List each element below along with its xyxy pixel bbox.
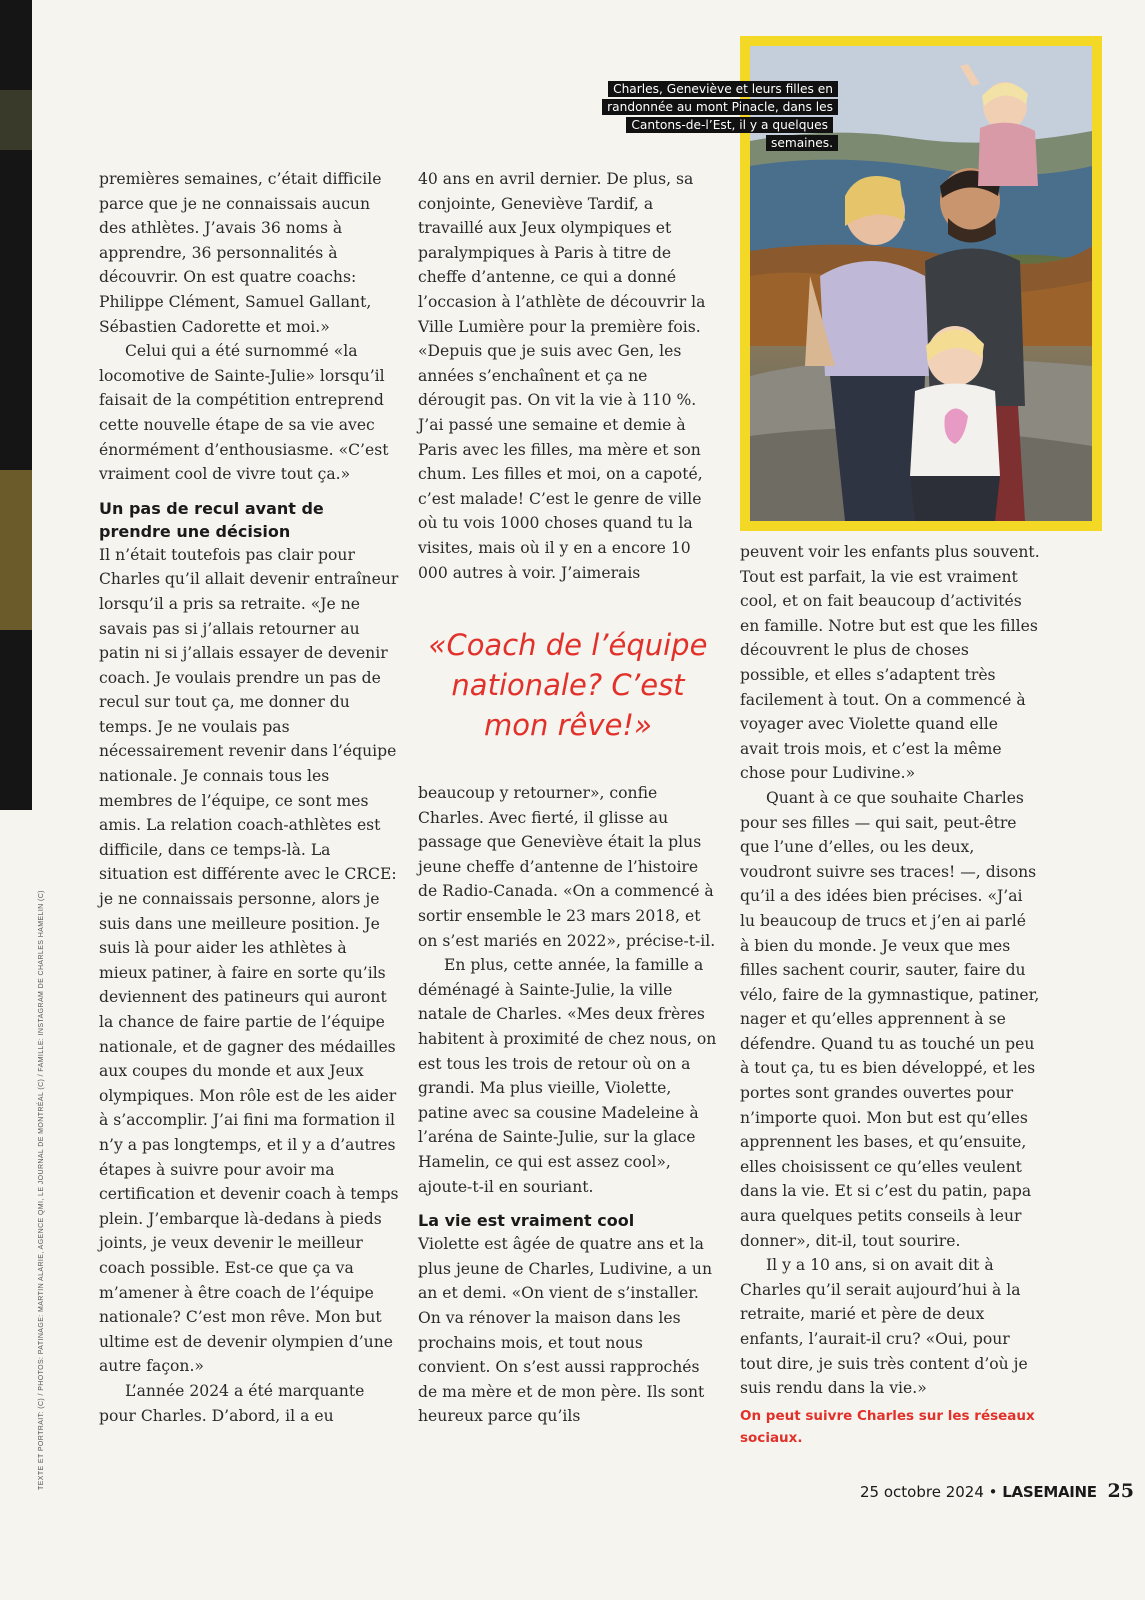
paragraph: Il y a 10 ans, si on avait dit à Charles qu’il serait aujourd’hui à la retraite, marié et père de deux enfants, l’aurait-il cru? «Oui, pour tout dire, je suis très content d’où je suis rendu dans la vie.» [740, 1256, 1028, 1398]
paragraph: Quant à ce que souhaite Charles pour ses filles — qui sait, peut-être que l’une d’elles, ou les deux, voudront suivre ses traces! —, disons qu’il a des idées bien précises. «J’ai lu beaucoup de trucs et j’en ai parlé à bien du monde. Je veux que mes filles sachent courir, sauter, faire du vélo, faire de la gymnastique, patiner, nager et qu’elles apprennent à se défendre. Quand tu as touché un peu à tout ça, tu es bien développé, et les portes sont grandes ouvertes pour n’importe quoi. Mon but est qu’elles apprennent les bases, et qu’ensuite, elles choisissent ce qu’elles veulent dans la vie. Et si c’est du patin, papa aura quelques petits conseils à leur donner», dit-il, tout sourire. [740, 788, 1040, 1250]
pull-quote: «Coach de l’équipe nationale? C’est mon rêve!» [428, 628, 708, 743]
paragraph: beaucoup y retourner», confie Charles. Avec fierté, il glisse au passage que Geneviève était la plus jeune cheffe d’antenne de l’histoire de Radio-Canada. «On a commencé à sortir ensemble le 23 mars 2018, et on s’est mariés en 2022», précise-t-il. [418, 784, 716, 950]
social-media-callout: On peut suivre Charles sur les réseaux sociaux. [740, 1407, 1035, 1446]
section-heading: La vie est vraiment cool [418, 1211, 635, 1231]
issue-date: 25 octobre 2024 [860, 1483, 984, 1501]
caption-line: Charles, Geneviève et leurs filles en [608, 81, 838, 97]
magazine-brand: LASEMAINE [1002, 1483, 1097, 1501]
article-column-2 [418, 167, 718, 1429]
photo-caption [568, 80, 838, 152]
paragraph: En plus, cette année, la famille a déménagé à Sainte-Julie, la ville natale de Charles. «Mes deux frères habitent à proximité de chez nous, on est tous les trois de retour où on a grandi. Ma plus vieille, Violette, patine avec sa cousine Madeleine à l’aréna de Sainte-Julie, sur la glace Hamelin, ce qui est assez cool», ajoute-t-il en souriant. [418, 956, 717, 1196]
edge-band [0, 90, 32, 150]
paragraph: Violette est âgée de quatre ans et la plus jeune de Charles, Ludivine, a un an et demi. «On vient de s’installer. On va rénover la maison dans les prochains mois, et tout nous convient. On s’est aussi rapprochés de ma mère et de mon père. Ils sont heureux parce qu’ils [418, 1235, 713, 1426]
paragraph: 40 ans en avril dernier. De plus, sa conjointe, Geneviève Tardif, a travaillé aux Jeux olympiques et paralympiques à Paris à titre de cheffe d’antenne, ce qui a donné l’occasion à l’athlète de découvrir la Ville Lumière pour la première fois. «Depuis que je suis avec Gen, les années s’enchaînent et ça ne dérougit pas. On vit la vie à 110 %. J’ai passé une semaine et demie à Paris avec les filles, ma mère et son chum. Les filles et moi, on a capoté, c’est malade! C’est le genre de ville où tu vois 1000 choses quand tu la visites, mais où il y en a encore 10 000 autres à voir. J’aimerais [418, 170, 706, 582]
paragraph: L’année 2024 a été marquante pour Charles. D’abord, il a eu [99, 1381, 365, 1425]
paragraph: Il n’était toutefois pas clair pour Charles qu’il allait devenir entraîneur lorsqu’il a pris sa retraite. «Je ne savais pas si j’allais retourner au patin ni si j’allais essayer de devenir coach. Je voulais prendre un pas de recul sur tout ça, me donner du temps. Je ne voulais pas nécessairement revenir dans l’équipe nationale. Je connais tous les membres de l’équipe, ce sont mes amis. La relation coach-athlètes est difficile, dans ce temps-là. La situation est différente avec le CRCE: je ne connaissais personne, alors je suis dans une meilleure position. Je suis là pour aider les athlètes à mieux patiner, à faire en sorte qu’ils deviennent des patineurs qui auront la chance de faire partie de l’équipe nationale, et de gagner des médailles aux coupes du monde et aux Jeux olympiques. Mon rôle est de les aider à s’accomplir. J’ai fini ma formation il n’y a pas longtemps, et il y a d’autres étapes à suivre pour avoir ma certification et devenir coach à temps plein. J’embarque là-dedans à pieds joints, je veux devenir le meilleur coach possible. Est-ce que ça va m’amener à être coach de l’équipe nationale? C’est mon rêve. Mon but ultime est de devenir olympien d’une autre façon.» [99, 545, 399, 1376]
article-column-1 [99, 167, 399, 1428]
edge-band [0, 470, 32, 630]
page-number: 25 [1107, 1480, 1134, 1502]
photo-credits: TEXTE ET PORTRAIT: (C) / PHOTOS: PATINAGE: MARTIN ALARIE, AGENCE QMI, LE JOURNAL DE MONTRÉAL (C) / FAMILLE: INSTAGRAM DE CHARLES HAMELIN (C) [38, 890, 45, 1490]
paragraph: Celui qui a été surnommé «la locomotive de Sainte-Julie» lorsqu’il faisait de la compétition entreprend cette nouvelle étape de sa vie avec énormément d’enthousiasme. «C’est vraiment cool de vivre tout ça.» [99, 342, 389, 484]
section-heading: Un pas de recul avant de prendre une décision [99, 498, 324, 541]
page-edge-strip [0, 0, 32, 810]
footer-separator: • [988, 1483, 998, 1501]
paragraph: peuvent voir les enfants plus souvent. Tout est parfait, la vie est vraiment cool, et on fait beaucoup d’activités en famille. Notre but est que les filles découvrent le plus de choses possible, et elles s’adaptent très facilement à tout. On a commencé à voyager avec Violette quand elle avait trois mois, et c’est la même chose pour Ludivine.» [740, 543, 1040, 783]
caption-line: Cantons-de-l’Est, il y a quelques semaines. [626, 117, 838, 151]
article-column-3 [740, 540, 1040, 1449]
paragraph: premières semaines, c’était difficile parce que je ne connaissais aucun des athlètes. J’avais 36 noms à apprendre, 36 personnalités à découvrir. On est quatre coachs: Philippe Clément, Samuel Gallant, Sébastien Cadorette et moi.» [99, 170, 382, 336]
caption-line: randonnée au mont Pinacle, dans les [602, 99, 838, 115]
page-footer [860, 1480, 1134, 1502]
